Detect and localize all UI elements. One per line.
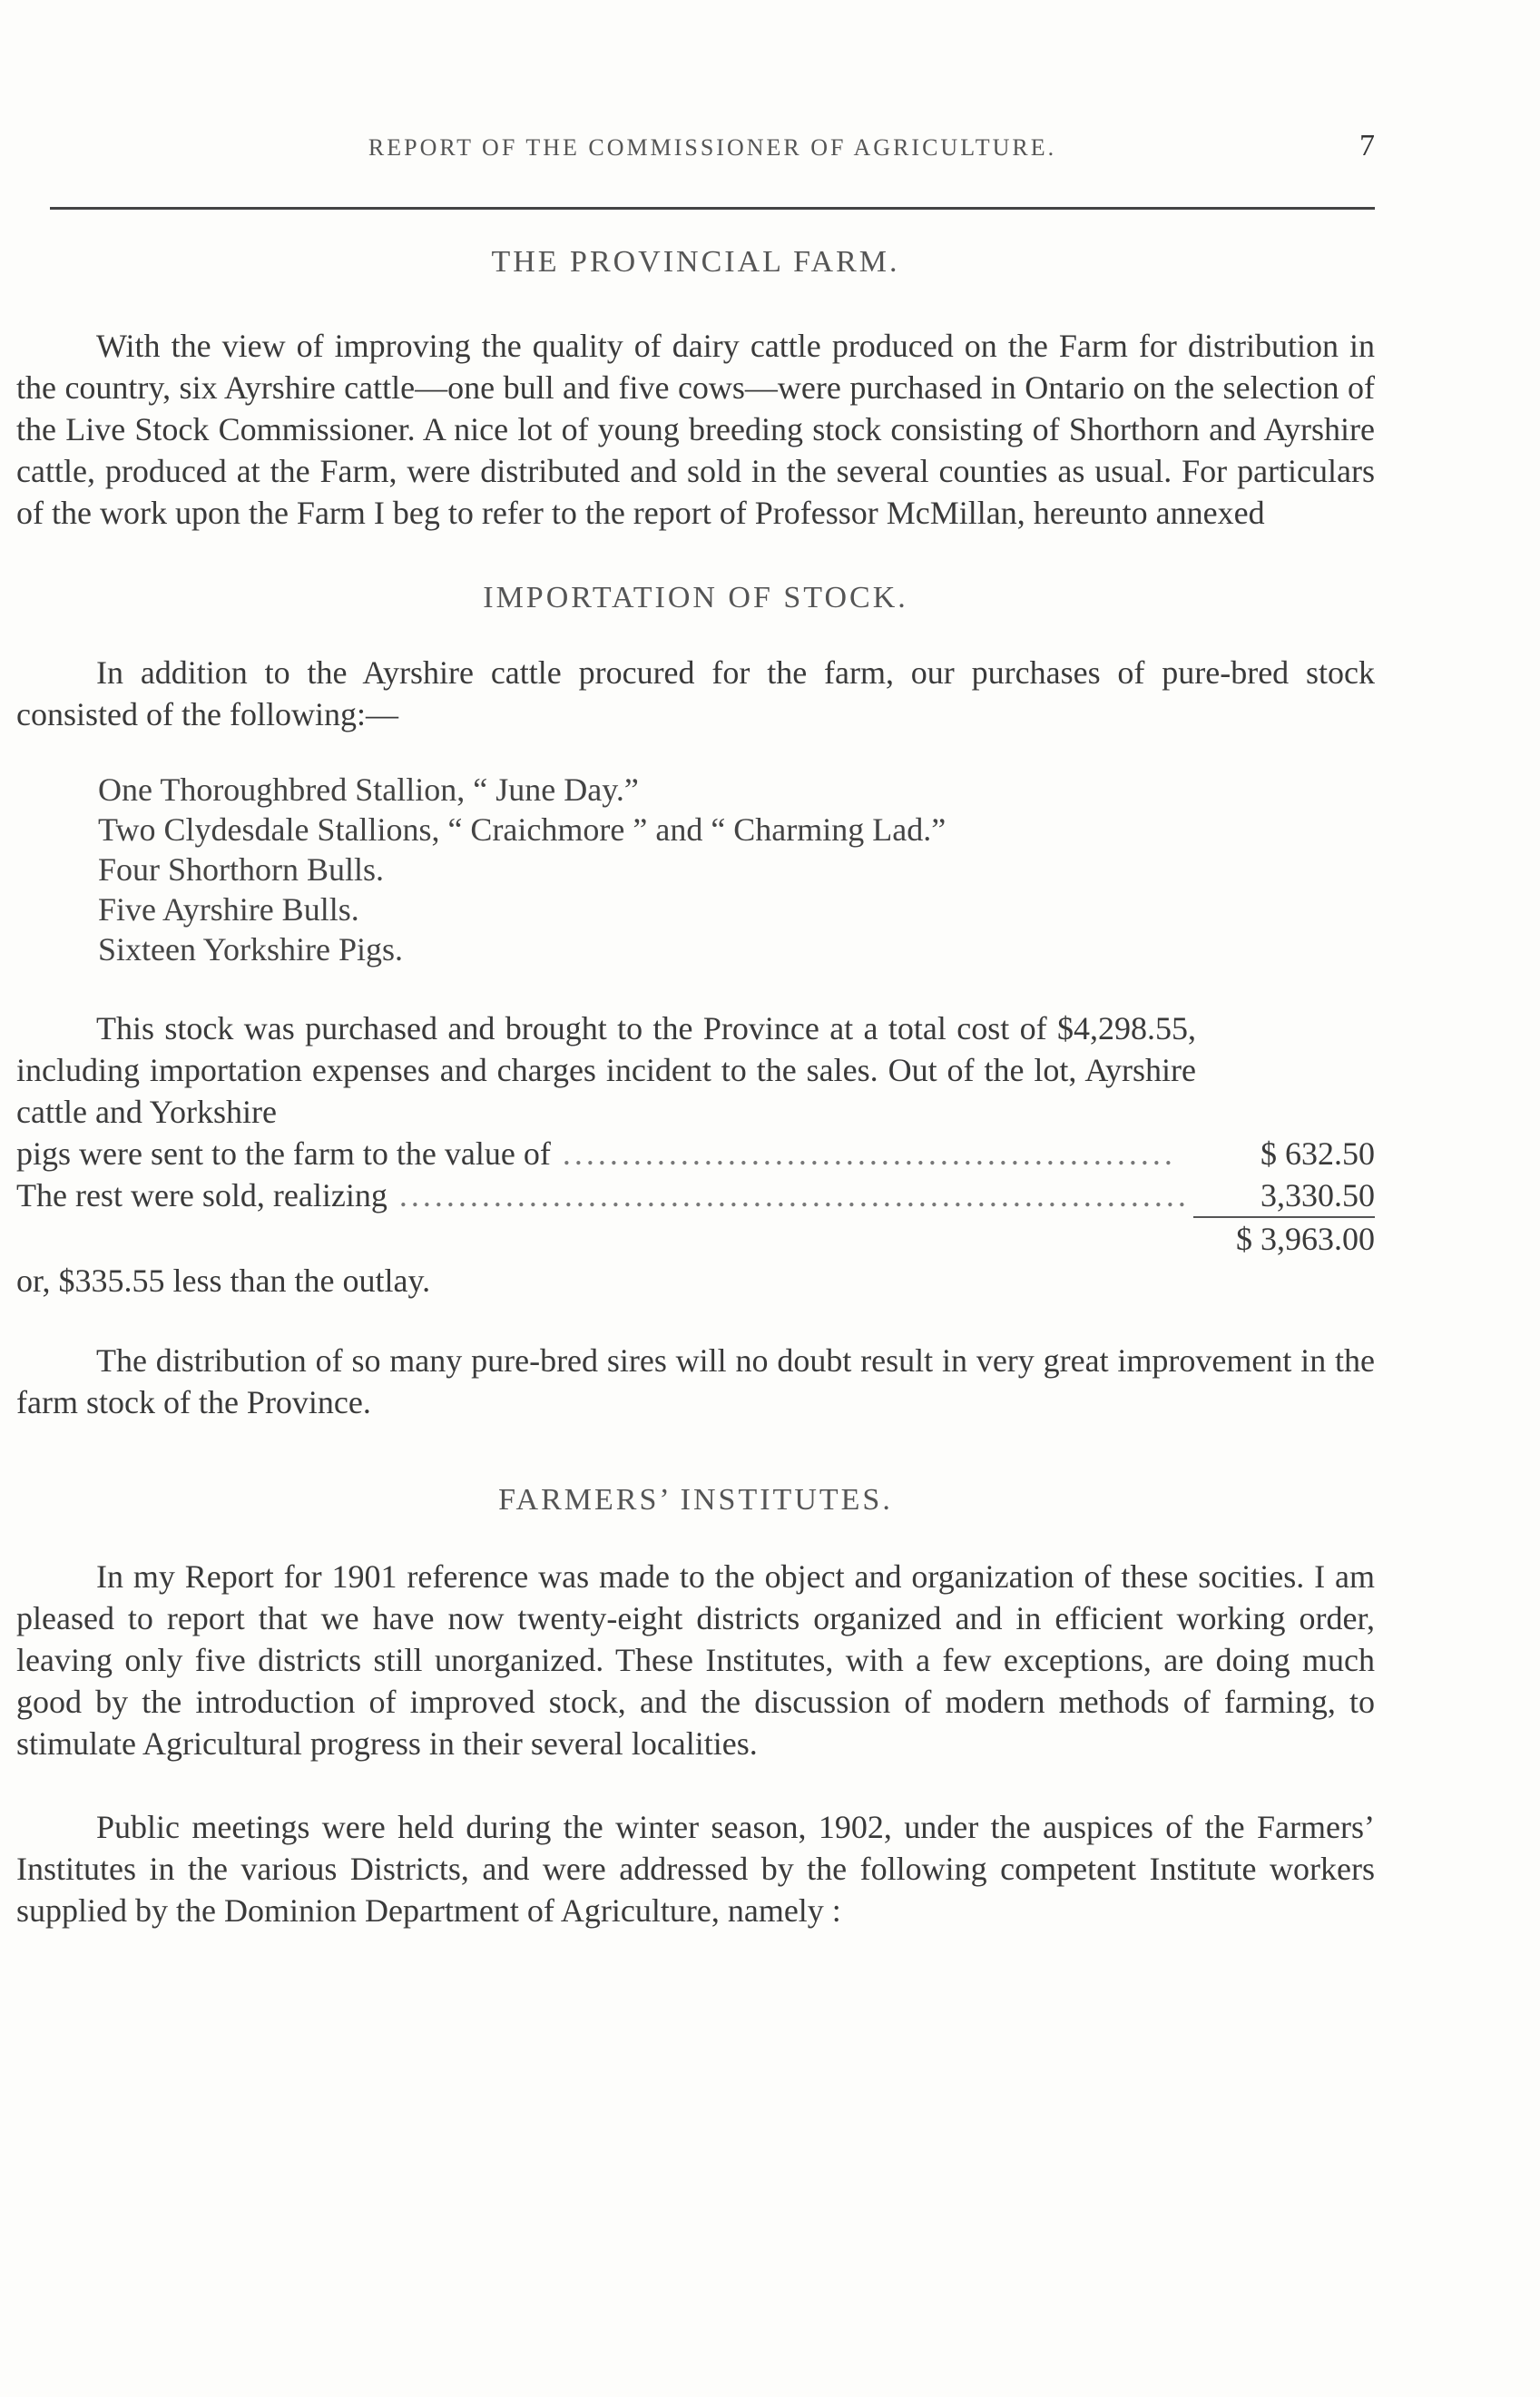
provincial-farm-paragraph: With the view of improving the quality of dairy cattle produced on the Farm for distribution in the country, six Ayrshire cattle—one bull and five cows—were purchased in Ontario on the selection of the Live Stock Commissioner. A nice lot of young breeding stock consisting of Shorthorn and Ayrshire cattle, produced at the Farm, were distributed and sold in the several counties as usual. For particulars of the work upon the Farm I beg to refer to the report of Professor McMillan, hereunto annexed [16,328,1375,531]
ledger-amount-sold: 3,330.50 [1260,1177,1375,1213]
section-heading-importation: IMPORTATION OF STOCK. [483,581,908,614]
running-header [50,129,1375,171]
page-body [16,245,1375,1931]
institutes-paragraph-1: In my Report for 1901 reference was made to the object and organization of these socities. I am pleased to report that we have now twenty-eight districts organized and in efficient working order, leaving only five districts still unorganized. These Institutes, with a few exceptions, are doing much good by the introduction of improved stock, and the discussion of modern methods of farming, to stimulate Agricultural progress in their several localities. [16,1558,1375,1762]
ledger-amount-total: $ 3,963.00 [1193,1216,1375,1260]
leader-dots: ................................................................... [387,1177,1190,1213]
ledger-amount-farm: $ 632.50 [1260,1135,1375,1172]
importation-intro: In addition to the Ayrshire cattle procured for the farm, our purchases of pure-bred stock consisted of the following:— [16,654,1375,732]
ledger-label-sold: The rest were sold, realizing [16,1177,387,1213]
list-item: Sixteen Yorkshire Pigs. [98,931,404,968]
list-item: One Thoroughbred Stallion, “ June Day.” [98,771,639,808]
ledger-row-total [16,1216,1375,1260]
list-item: Five Ayrshire Bulls. [98,891,359,928]
leader-dots: .................................................... [550,1135,1176,1172]
ledger-label-farm: pigs were sent to the farm to the value of [16,1135,551,1172]
institutes-paragraph-2: Public meetings were held during the winter season, 1902, under the auspices of the Farmers’ Institutes in the various Districts, and were addressed by the following competent Institute workers supplied by the Dominion Department of Agriculture, namely : [16,1809,1375,1929]
page-number: 7 [1359,129,1375,162]
list-item: Two Clydesdale Stallions, “ Craichmore ” and “ Charming Lad.” [98,811,947,848]
list-item: Four Shorthorn Bulls. [98,851,385,888]
running-title: REPORT OF THE COMMISSIONER OF AGRICULTURE. [368,134,1057,161]
outlay-note: or, $335.55 less than the outlay. [16,1262,431,1299]
ledger-row-sold [16,1174,1375,1216]
section-heading-provincial-farm: THE PROVINCIAL FARM. [491,245,900,279]
ledger-row-farm [16,1133,1375,1174]
stock-list [98,770,1375,969]
header-rule [50,207,1375,210]
distribution-paragraph: The distribution of so many pure-bred sires will no doubt result in very great improvement in the farm stock of the Province. [16,1342,1375,1420]
section-heading-farmers-institutes: FARMERS’ INSTITUTES. [498,1483,893,1517]
cost-paragraph: This stock was purchased and brought to the Province at a total cost of $4,298.55, including importation expenses and charges incident to the sales. Out of the lot, Ayrshire cattle and Yorkshire [16,1010,1196,1130]
